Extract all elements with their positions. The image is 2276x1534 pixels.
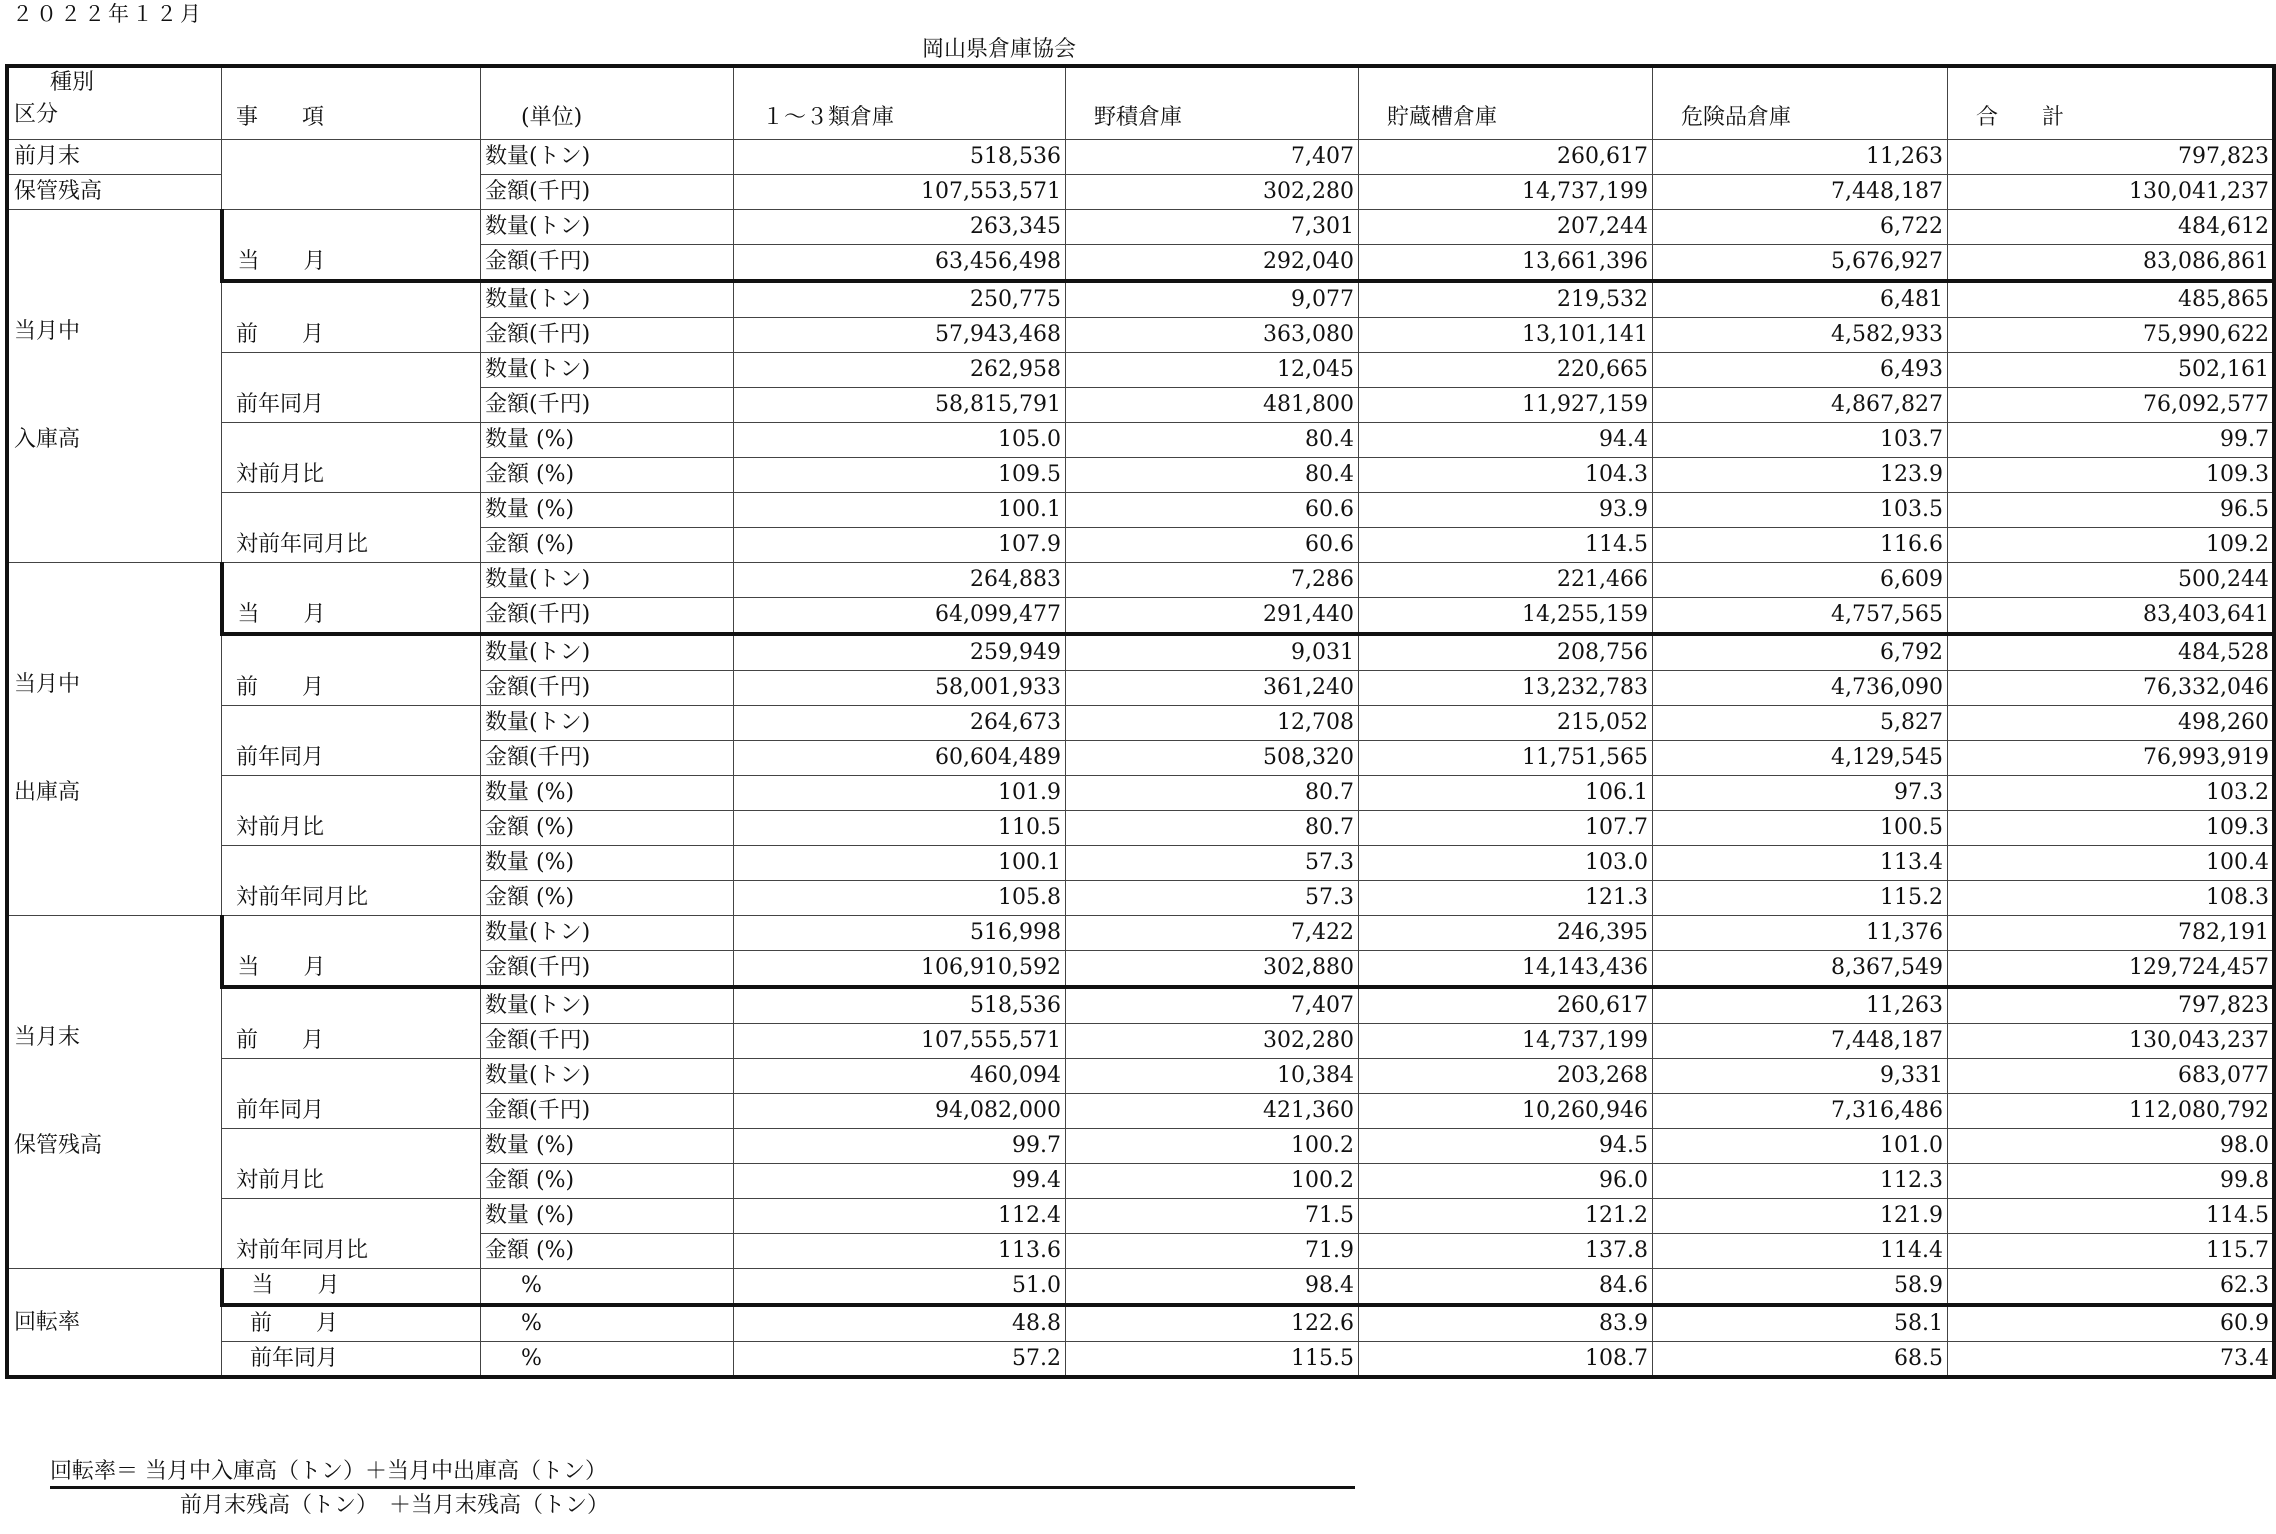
value-cell: 96.0: [1359, 1164, 1653, 1199]
header-division: 区分: [14, 102, 59, 127]
value-cell: 203,268: [1359, 1059, 1653, 1094]
value-cell: 112,080,792: [1948, 1094, 2274, 1129]
header-kind: 種別: [50, 70, 95, 95]
value-cell: 76,332,046: [1948, 671, 2274, 706]
value-cell: 106.1: [1359, 776, 1653, 811]
value-cell: 7,407: [1066, 987, 1359, 1024]
value-cell: 4,736,090: [1653, 671, 1948, 706]
value-cell: 113.4: [1653, 846, 1948, 881]
table-row: [8, 423, 2274, 458]
value-cell: 11,376: [1653, 916, 1948, 951]
value-cell: 5,827: [1653, 706, 1948, 741]
value-cell: 7,301: [1066, 210, 1359, 245]
prev-balance-item: [222, 140, 481, 210]
value-cell: 62.3: [1948, 1269, 2274, 1306]
value-cell: 96.5: [1948, 493, 2274, 528]
value-cell: 99.8: [1948, 1164, 2274, 1199]
value-cell: 60.9: [1948, 1305, 2274, 1342]
value-cell: 105.8: [734, 881, 1066, 916]
value-cell: 100.1: [734, 493, 1066, 528]
value-cell: 500,244: [1948, 563, 2274, 598]
section-label: [8, 916, 222, 1269]
value-cell: 219,532: [1359, 281, 1653, 318]
value-cell: 106,910,592: [734, 951, 1066, 988]
unit-label: 数量 (%): [481, 1199, 734, 1234]
value-cell: 73.4: [1948, 1342, 2274, 1377]
value-cell: 215,052: [1359, 706, 1653, 741]
table-row: [8, 846, 2274, 881]
value-cell: 83.9: [1359, 1305, 1653, 1342]
unit-label: 金額(千円): [481, 318, 734, 353]
turnover-item: 前年同月: [222, 1342, 481, 1377]
value-cell: 94,082,000: [734, 1094, 1066, 1129]
item-label: 対前月比: [222, 776, 481, 846]
report-date: ２０２２年１２月: [12, 2, 204, 26]
value-cell: 782,191: [1948, 916, 2274, 951]
value-cell: 103.2: [1948, 776, 2274, 811]
value-cell: 57.2: [734, 1342, 1066, 1377]
value-cell: 11,263: [1653, 987, 1948, 1024]
value-cell: 76,092,577: [1948, 388, 2274, 423]
unit-label: %: [481, 1305, 734, 1342]
unit-label: 数量 (%): [481, 493, 734, 528]
value-cell: 7,286: [1066, 563, 1359, 598]
value-cell: 264,673: [734, 706, 1066, 741]
value-cell: 58.1: [1653, 1305, 1948, 1342]
value-cell: 99.7: [734, 1129, 1066, 1164]
value-cell: 12,708: [1066, 706, 1359, 741]
header-item: 事 項: [222, 67, 481, 140]
item-label: 前年同月: [222, 706, 481, 776]
unit-label: 金額 (%): [481, 811, 734, 846]
header-col: 危険品倉庫: [1653, 67, 1948, 140]
value-cell: 71.5: [1066, 1199, 1359, 1234]
value-cell: 110.5: [734, 811, 1066, 846]
value-cell: 4,867,827: [1653, 388, 1948, 423]
value-cell: 114.5: [1359, 528, 1653, 563]
value-cell: 109.3: [1948, 458, 2274, 493]
value-cell: 80.7: [1066, 776, 1359, 811]
value-cell: 100.2: [1066, 1129, 1359, 1164]
value-cell: 104.3: [1359, 458, 1653, 493]
unit-label: 金額(千円): [481, 741, 734, 776]
value-cell: 112.4: [734, 1199, 1066, 1234]
value-cell: 57,943,468: [734, 318, 1066, 353]
value-cell: 8,367,549: [1653, 951, 1948, 988]
header-col: 野積倉庫: [1066, 67, 1359, 140]
unit-label: %: [481, 1269, 734, 1306]
value-cell: 103.0: [1359, 846, 1653, 881]
value-cell: 99.7: [1948, 423, 2274, 458]
value-cell: 76,993,919: [1948, 741, 2274, 776]
table-row: [8, 1342, 2274, 1377]
value-cell: 109.2: [1948, 528, 2274, 563]
value-cell: 101.9: [734, 776, 1066, 811]
value-cell: 116.6: [1653, 528, 1948, 563]
value-cell: 7,422: [1066, 916, 1359, 951]
value-cell: 112.3: [1653, 1164, 1948, 1199]
value-cell: 80.4: [1066, 423, 1359, 458]
value-cell: 48.8: [734, 1305, 1066, 1342]
value-cell: 291,440: [1066, 598, 1359, 635]
value-cell: 6,493: [1653, 353, 1948, 388]
value-cell: 75,990,622: [1948, 318, 2274, 353]
value-cell: 361,240: [1066, 671, 1359, 706]
unit-label: 数量 (%): [481, 846, 734, 881]
value-cell: 130,041,237: [1948, 175, 2274, 210]
value-cell: 94.5: [1359, 1129, 1653, 1164]
value-cell: 4,757,565: [1653, 598, 1948, 635]
value-cell: 302,280: [1066, 1024, 1359, 1059]
table-row: [8, 706, 2274, 741]
value-cell: 80.7: [1066, 811, 1359, 846]
unit-label: 数量(トン): [481, 634, 734, 671]
value-cell: 83,086,861: [1948, 245, 2274, 282]
section-label-line1: 当月中: [14, 319, 81, 344]
table-row: [8, 210, 2274, 245]
table-row: [8, 67, 2274, 140]
value-cell: 508,320: [1066, 741, 1359, 776]
item-label: 当 月: [222, 210, 481, 282]
item-label: 当 月: [222, 916, 481, 988]
turnover-item: 当 月: [222, 1269, 481, 1306]
value-cell: 103.5: [1653, 493, 1948, 528]
value-cell: 260,617: [1359, 140, 1653, 175]
section-label-line2: 保管残高: [14, 1133, 103, 1158]
turnover-label: 回転率: [8, 1269, 222, 1377]
formula-numerator: 当月中入庫高（トン）＋当月中出庫高（トン）: [145, 1459, 608, 1484]
value-cell: 485,865: [1948, 281, 2274, 318]
value-cell: 71.9: [1066, 1234, 1359, 1269]
value-cell: 260,617: [1359, 987, 1653, 1024]
value-cell: 518,536: [734, 987, 1066, 1024]
organization-name: 岡山県倉庫協会: [922, 37, 1077, 62]
value-cell: 302,880: [1066, 951, 1359, 988]
value-cell: 121.3: [1359, 881, 1653, 916]
value-cell: 115.2: [1653, 881, 1948, 916]
value-cell: 14,737,199: [1359, 1024, 1653, 1059]
item-label: 当 月: [222, 563, 481, 635]
value-cell: 63,456,498: [734, 245, 1066, 282]
item-label: 前 月: [222, 987, 481, 1059]
value-cell: 421,360: [1066, 1094, 1359, 1129]
value-cell: 109.5: [734, 458, 1066, 493]
value-cell: 98.4: [1066, 1269, 1359, 1306]
value-cell: 363,080: [1066, 318, 1359, 353]
value-cell: 115.7: [1948, 1234, 2274, 1269]
value-cell: 683,077: [1948, 1059, 2274, 1094]
table-row: [8, 140, 2274, 175]
value-cell: 84.6: [1359, 1269, 1653, 1306]
table-row: [8, 987, 2274, 1024]
value-cell: 246,395: [1359, 916, 1653, 951]
unit-label: 金額(千円): [481, 388, 734, 423]
value-cell: 13,661,396: [1359, 245, 1653, 282]
value-cell: 100.1: [734, 846, 1066, 881]
value-cell: 797,823: [1948, 140, 2274, 175]
unit-label: 金額(千円): [481, 951, 734, 988]
value-cell: 7,407: [1066, 140, 1359, 175]
unit-label: 数量(トン): [481, 563, 734, 598]
value-cell: 262,958: [734, 353, 1066, 388]
value-cell: 57.3: [1066, 881, 1359, 916]
value-cell: 9,077: [1066, 281, 1359, 318]
value-cell: 60.6: [1066, 493, 1359, 528]
header-col: 貯蔵槽倉庫: [1359, 67, 1653, 140]
value-cell: 64,099,477: [734, 598, 1066, 635]
header-kind-division: [8, 67, 222, 140]
value-cell: 58.9: [1653, 1269, 1948, 1306]
item-label: 前年同月: [222, 1059, 481, 1129]
value-cell: 14,737,199: [1359, 175, 1653, 210]
value-cell: 60,604,489: [734, 741, 1066, 776]
prev-balance-label: 前月末: [8, 140, 222, 175]
unit-label: 数量(トン): [481, 1059, 734, 1094]
unit-label: 数量(トン): [481, 916, 734, 951]
section-label-line2: 出庫高: [14, 780, 81, 805]
unit-label: 金額 (%): [481, 1164, 734, 1199]
value-cell: 100.4: [1948, 846, 2274, 881]
unit-label: 数量(トン): [481, 140, 734, 175]
value-cell: 302,280: [1066, 175, 1359, 210]
value-cell: 6,792: [1653, 634, 1948, 671]
value-cell: 207,244: [1359, 210, 1653, 245]
value-cell: 7,448,187: [1653, 175, 1948, 210]
unit-label: 数量(トン): [481, 987, 734, 1024]
value-cell: 83,403,641: [1948, 598, 2274, 635]
value-cell: 115.5: [1066, 1342, 1359, 1377]
value-cell: 108.3: [1948, 881, 2274, 916]
value-cell: 107,555,571: [734, 1024, 1066, 1059]
formula-lhs: 回転率＝: [50, 1459, 139, 1484]
value-cell: 484,612: [1948, 210, 2274, 245]
value-cell: 98.0: [1948, 1129, 2274, 1164]
value-cell: 51.0: [734, 1269, 1066, 1306]
value-cell: 9,031: [1066, 634, 1359, 671]
item-label: 対前年同月比: [222, 1199, 481, 1269]
warehouse-statistics-table: [7, 66, 2274, 1377]
value-cell: 99.4: [734, 1164, 1066, 1199]
value-cell: 460,094: [734, 1059, 1066, 1094]
unit-label: 金額(千円): [481, 175, 734, 210]
value-cell: 220,665: [1359, 353, 1653, 388]
prev-balance-label: 保管残高: [8, 175, 222, 210]
value-cell: 129,724,457: [1948, 951, 2274, 988]
value-cell: 108.7: [1359, 1342, 1653, 1377]
header-col: １～３類倉庫: [734, 67, 1066, 140]
unit-label: 数量 (%): [481, 1129, 734, 1164]
value-cell: 13,232,783: [1359, 671, 1653, 706]
unit-label: 金額(千円): [481, 245, 734, 282]
value-cell: 502,161: [1948, 353, 2274, 388]
value-cell: 9,331: [1653, 1059, 1948, 1094]
value-cell: 259,949: [734, 634, 1066, 671]
table-row: [8, 281, 2274, 318]
item-label: 対前年同月比: [222, 493, 481, 563]
value-cell: 109.3: [1948, 811, 2274, 846]
value-cell: 797,823: [1948, 987, 2274, 1024]
value-cell: 14,255,159: [1359, 598, 1653, 635]
value-cell: 121.2: [1359, 1199, 1653, 1234]
value-cell: 105.0: [734, 423, 1066, 458]
item-label: 対前年同月比: [222, 846, 481, 916]
value-cell: 221,466: [1359, 563, 1653, 598]
value-cell: 122.6: [1066, 1305, 1359, 1342]
table-row: [8, 634, 2274, 671]
unit-label: 金額(千円): [481, 1024, 734, 1059]
value-cell: 10,260,946: [1359, 1094, 1653, 1129]
value-cell: 97.3: [1653, 776, 1948, 811]
unit-label: 数量(トン): [481, 706, 734, 741]
value-cell: 14,143,436: [1359, 951, 1653, 988]
value-cell: 114.5: [1948, 1199, 2274, 1234]
table-row: [8, 1199, 2274, 1234]
value-cell: 11,927,159: [1359, 388, 1653, 423]
value-cell: 498,260: [1948, 706, 2274, 741]
value-cell: 60.6: [1066, 528, 1359, 563]
value-cell: 5,676,927: [1653, 245, 1948, 282]
item-label: 前 月: [222, 634, 481, 706]
value-cell: 107.7: [1359, 811, 1653, 846]
value-cell: 123.9: [1653, 458, 1948, 493]
unit-label: 金額 (%): [481, 458, 734, 493]
value-cell: 484,528: [1948, 634, 2274, 671]
header-unit: (単位): [481, 67, 734, 140]
unit-label: 数量 (%): [481, 776, 734, 811]
item-label: 対前月比: [222, 1129, 481, 1199]
value-cell: 137.8: [1359, 1234, 1653, 1269]
unit-label: 数量(トン): [481, 210, 734, 245]
turnover-formula: [50, 1454, 610, 1518]
value-cell: 4,129,545: [1653, 741, 1948, 776]
value-cell: 121.9: [1653, 1199, 1948, 1234]
value-cell: 6,481: [1653, 281, 1948, 318]
section-label-line1: 当月末: [14, 1025, 81, 1050]
value-cell: 11,751,565: [1359, 741, 1653, 776]
table-row: [8, 1305, 2274, 1342]
value-cell: 518,536: [734, 140, 1066, 175]
value-cell: 292,040: [1066, 245, 1359, 282]
table-row: [8, 1129, 2274, 1164]
unit-label: 金額(千円): [481, 598, 734, 635]
item-label: 前 月: [222, 281, 481, 353]
section-label-line2: 入庫高: [14, 427, 81, 452]
table-row: [8, 1059, 2274, 1094]
unit-label: 数量(トン): [481, 353, 734, 388]
section-label: [8, 210, 222, 563]
table-row: [8, 776, 2274, 811]
value-cell: 80.4: [1066, 458, 1359, 493]
value-cell: 6,609: [1653, 563, 1948, 598]
value-cell: 94.4: [1359, 423, 1653, 458]
value-cell: 13,101,141: [1359, 318, 1653, 353]
value-cell: 100.2: [1066, 1164, 1359, 1199]
value-cell: 6,722: [1653, 210, 1948, 245]
unit-label: 数量 (%): [481, 423, 734, 458]
table-row: [8, 563, 2274, 598]
section-label-line1: 当月中: [14, 672, 81, 697]
value-cell: 114.4: [1653, 1234, 1948, 1269]
value-cell: 107.9: [734, 528, 1066, 563]
header-col: 合 計: [1948, 67, 2274, 140]
value-cell: 113.6: [734, 1234, 1066, 1269]
value-cell: 12,045: [1066, 353, 1359, 388]
value-cell: 263,345: [734, 210, 1066, 245]
value-cell: 130,043,237: [1948, 1024, 2274, 1059]
item-label: 対前月比: [222, 423, 481, 493]
formula-denominator: 前月末残高（トン） ＋当月末残高（トン）: [180, 1493, 610, 1518]
value-cell: 103.7: [1653, 423, 1948, 458]
table-row: [8, 493, 2274, 528]
value-cell: 58,815,791: [734, 388, 1066, 423]
value-cell: 7,448,187: [1653, 1024, 1948, 1059]
section-label: [8, 563, 222, 916]
value-cell: 11,263: [1653, 140, 1948, 175]
unit-label: 金額(千円): [481, 1094, 734, 1129]
value-cell: 208,756: [1359, 634, 1653, 671]
value-cell: 264,883: [734, 563, 1066, 598]
item-label: 前年同月: [222, 353, 481, 423]
unit-label: 数量(トン): [481, 281, 734, 318]
value-cell: 101.0: [1653, 1129, 1948, 1164]
unit-label: 金額 (%): [481, 1234, 734, 1269]
unit-label: %: [481, 1342, 734, 1377]
value-cell: 58,001,933: [734, 671, 1066, 706]
value-cell: 481,800: [1066, 388, 1359, 423]
unit-label: 金額 (%): [481, 881, 734, 916]
table-row: [8, 353, 2274, 388]
value-cell: 93.9: [1359, 493, 1653, 528]
unit-label: 金額 (%): [481, 528, 734, 563]
value-cell: 10,384: [1066, 1059, 1359, 1094]
value-cell: 516,998: [734, 916, 1066, 951]
value-cell: 4,582,933: [1653, 318, 1948, 353]
value-cell: 100.5: [1653, 811, 1948, 846]
value-cell: 7,316,486: [1653, 1094, 1948, 1129]
value-cell: 57.3: [1066, 846, 1359, 881]
value-cell: 250,775: [734, 281, 1066, 318]
turnover-item: 前 月: [222, 1305, 481, 1342]
value-cell: 107,553,571: [734, 175, 1066, 210]
table-row: [8, 1269, 2274, 1306]
table-row: [8, 916, 2274, 951]
unit-label: 金額(千円): [481, 671, 734, 706]
value-cell: 68.5: [1653, 1342, 1948, 1377]
